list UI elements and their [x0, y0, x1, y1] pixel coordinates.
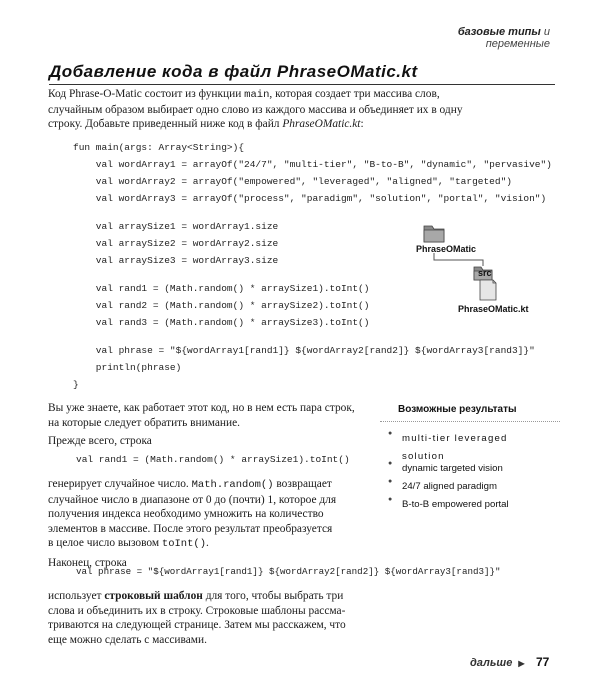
code-line: val rand3 = (Math.random() * arraySize3).toInt()	[73, 317, 370, 328]
intro-line-1: Код Phrase-O-Matic состоит из функции main, которая создает три массива слов,	[48, 88, 440, 101]
result-item: ● multi-tier leveraged solution	[388, 429, 508, 462]
results-divider	[380, 421, 560, 422]
code-line: val wordArray1 = arrayOf("24/7", "multi-tier", "B-to-B", "dynamic", "pervasive")	[73, 159, 552, 170]
title-rule	[49, 84, 555, 85]
tree-project-label: PhraseOMatic	[416, 244, 477, 254]
code-line: val rand1 = (Math.random() * arraySize1).toInt()	[73, 283, 370, 294]
tree-connector	[434, 253, 483, 266]
page-number: 77	[536, 655, 550, 669]
code-line: val arraySize3 = wordArray3.size	[73, 255, 279, 266]
code-line: val phrase = "${wordArray1[rand1]} ${wordArray2[rand2]} ${wordArray3[rand3]}"	[73, 345, 535, 356]
kotlin-file-icon	[480, 280, 496, 300]
body2-line-3: получения индекса необходимо умножить на количество	[48, 508, 324, 520]
intro-line-3: строку. Добавьте приведенный ниже код в файл PhraseOMatic.kt:	[48, 118, 364, 130]
body2-line-2: случайное число в диапазоне от 0 до (почти) 1, которое для	[48, 493, 337, 506]
body1-line-3: Прежде всего, строка	[48, 435, 152, 447]
body3-line-2: слова и объединить их в строку. Строковые шаблоны рассма-	[48, 604, 346, 617]
body2-line-1: генерирует случайное число. Math.random() возвращает	[48, 478, 332, 491]
body1-line-1: Вы уже знаете, как работает этот код, но в нем есть пара строк,	[48, 402, 355, 414]
body3-line-3: триваются на следующей странице. Затем мы расскажем, что	[48, 619, 346, 631]
body2-line-5: в целое число вызовом toInt().	[48, 537, 209, 550]
tree-file-label: PhraseOMatic.kt	[458, 304, 529, 314]
code-snippet-rand1: val rand1 = (Math.random() * arraySize1).toInt()	[76, 454, 350, 465]
body1-line-2: на которые следует обратить внимание.	[48, 416, 241, 429]
project-folder-icon	[424, 226, 444, 242]
result-item: ● B-to-B empowered portal	[388, 495, 509, 510]
body-paragraph-1	[48, 401, 368, 449]
arrow-right-icon: ▶	[518, 659, 525, 668]
body-paragraph-2	[48, 477, 368, 570]
page-header	[400, 26, 550, 50]
code-line: val wordArray3 = arrayOf("process", "paradigm", "solution", "portal", "vision")	[73, 193, 547, 204]
code-snippet-phrase: val phrase = "${wordArray1[rand1]} ${wordArray2[rand2]} ${wordArray3[rand3]}"	[76, 566, 501, 577]
header-bold: базовые типы	[457, 26, 541, 38]
intro-line-2: случайным образом выбирает одно слово из каждого массива и объединяет их в одну	[48, 103, 463, 116]
intro-paragraph	[48, 87, 488, 132]
bullet-icon: ●	[388, 495, 393, 503]
code-line: val arraySize1 = wordArray1.size	[73, 221, 279, 232]
code-line: val arraySize2 = wordArray2.size	[73, 238, 279, 249]
bullet-icon: ●	[388, 459, 393, 467]
body-paragraph-3	[48, 589, 368, 647]
bullet-icon: ●	[388, 477, 393, 485]
bullet-icon: ●	[388, 429, 393, 437]
section-title: Добавление кода в файл PhraseOMatic.kt	[49, 62, 418, 81]
code-line: }	[73, 379, 79, 390]
code-line: val rand2 = (Math.random() * arraySize2).toInt()	[73, 300, 370, 311]
result-item: ● dynamic targeted vision	[388, 459, 503, 474]
next-page-link[interactable]: дальше ▶	[470, 657, 525, 669]
result-item: ● 24/7 aligned paradigm	[388, 477, 497, 492]
body3-line-4: еще можно сделать с массивами.	[48, 633, 207, 646]
code-line: val wordArray2 = arrayOf("empowered", "leveraged", "aligned", "targeted")	[73, 176, 512, 187]
body2-line-6: Наконец, строка	[48, 556, 127, 569]
body3-line-1: использует строковый шаблон для того, чтобы выбрать три	[48, 590, 344, 602]
results-title: Возможные результаты	[398, 404, 517, 415]
code-line: fun main(args: Array<String>){	[73, 142, 245, 153]
header-light: и переменные	[485, 26, 550, 50]
results-box	[380, 395, 560, 510]
code-line: println(phrase)	[73, 362, 182, 373]
body2-line-4: элементов в массиве. После этого результат преобразуется	[48, 522, 333, 535]
tree-src-label: src	[478, 268, 492, 278]
